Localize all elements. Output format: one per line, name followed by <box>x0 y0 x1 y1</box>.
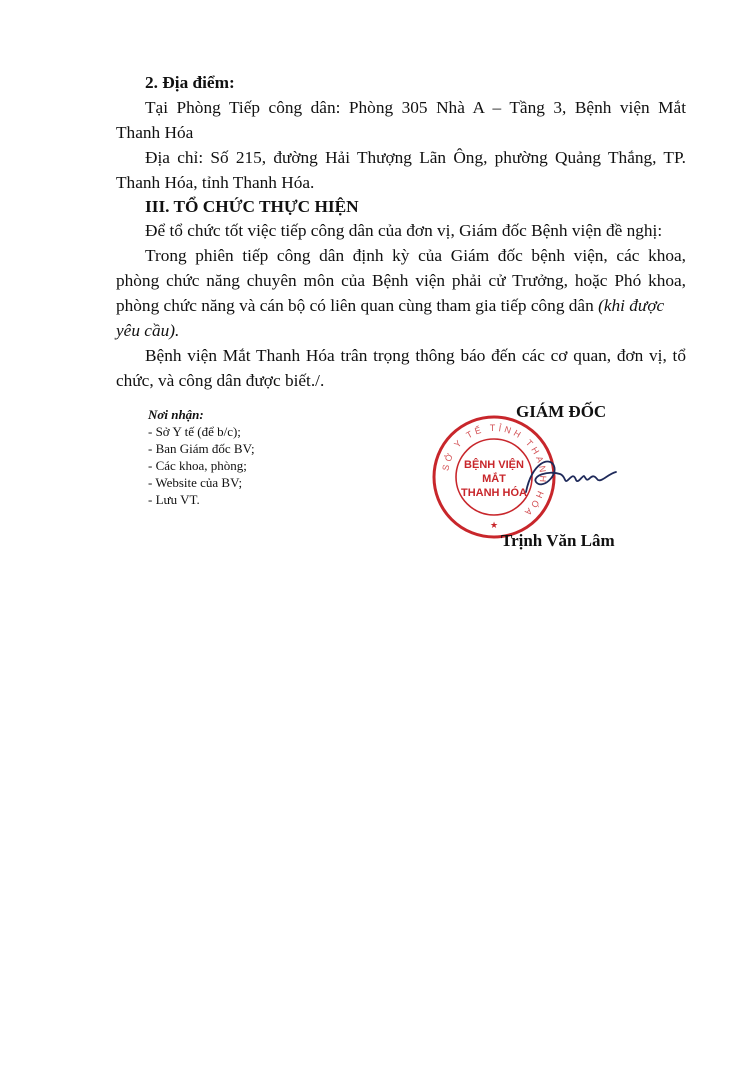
closing-line-2: chức, và công dân được biết./. <box>116 371 325 390</box>
paragraph-line-3-italic: (khi được <box>598 296 665 315</box>
section-3-intro: Để tổ chức tốt việc tiếp công dân của đơn vị, Giám đốc Bệnh viện đề nghị: <box>145 221 663 240</box>
recipient-item: - Ban Giám đốc BV; <box>148 441 255 456</box>
address-line-1: Địa chỉ: Số 215, đường Hải Thượng Lãn Ông, phường Quảng Thắng, TP. <box>145 148 686 167</box>
paragraph-line-2: phòng chức năng chuyên môn của Bệnh viện phải cử Trưởng, hoặc Phó khoa, <box>116 271 686 290</box>
paragraph-line-4: yêu cầu). <box>116 321 180 340</box>
signer-title: GIÁM ĐỐC <box>516 402 607 421</box>
svg-text:★: ★ <box>489 521 499 531</box>
address-line-2: Thanh Hóa, tỉnh Thanh Hóa. <box>116 173 315 192</box>
svg-text:THANH HÓA: THANH HÓA <box>461 487 527 499</box>
location-line-1: Tại Phòng Tiếp công dân: Phòng 305 Nhà A – Tầng 3, Bệnh viện Mắt <box>145 98 686 117</box>
paragraph-line-3 <box>116 295 686 317</box>
svg-text:MẮT: MẮT <box>482 473 506 485</box>
recipient-item: - Website của BV; <box>148 475 243 490</box>
section-2-heading: 2. Địa điểm: <box>145 73 235 92</box>
section-3-heading: III. TỔ CHỨC THỰC HIỆN <box>145 197 359 216</box>
recipient-item: - Sở Y tế (để b/c); <box>148 424 241 439</box>
svg-text:BỆNH VIỆN: BỆNH VIỆN <box>464 459 524 471</box>
recipient-item: - Các khoa, phòng; <box>148 458 247 473</box>
recipients-title: Nơi nhận: <box>148 407 204 422</box>
handwritten-signature <box>522 452 622 502</box>
paragraph-line-1: Trong phiên tiếp công dân định kỳ của Giám đốc bệnh viện, các khoa, <box>145 246 686 265</box>
closing-line-1: Bệnh viện Mắt Thanh Hóa trân trọng thông báo đến các cơ quan, đơn vị, tổ <box>145 346 686 365</box>
signer-name: Trịnh Văn Lâm <box>501 531 615 550</box>
paragraph-line-3-text: phòng chức năng và cán bộ có liên quan cùng tham gia tiếp công dân <box>116 296 599 315</box>
location-line-2: Thanh Hóa <box>116 123 194 142</box>
svg-text:SỞ Y TẾ TỈNH THANH HÓA: SỞ Y TẾ TỈNH THANH HÓA <box>440 422 549 520</box>
recipient-item: - Lưu VT. <box>148 492 200 507</box>
